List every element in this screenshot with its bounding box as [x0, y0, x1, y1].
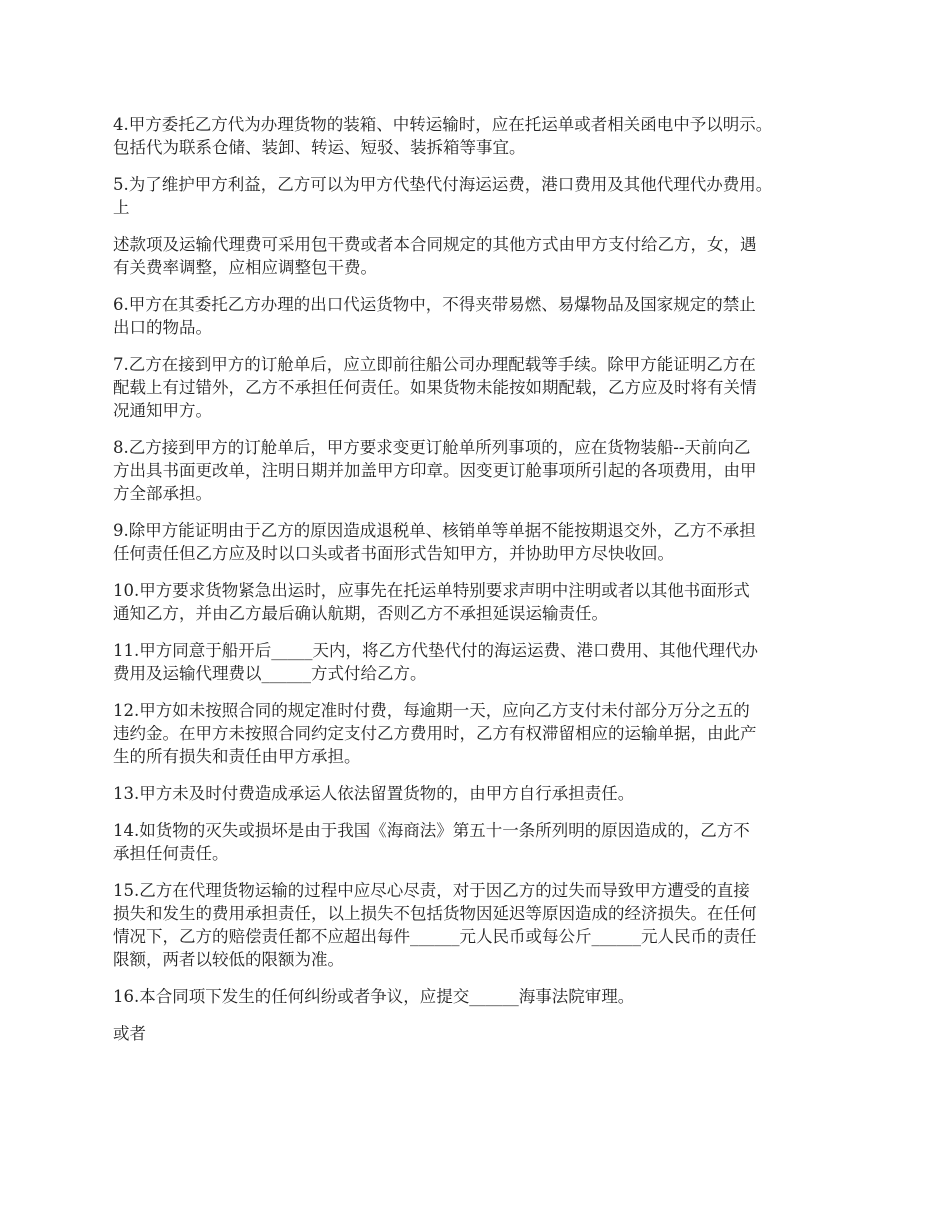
paragraph-text-line: 限额，两者以较低的限额为准。: [113, 950, 344, 969]
contract-clause-paragraph: [113, 782, 848, 805]
paragraph-text-line: 9.除甲方能证明由于乙方的原因造成退税单、核销单等单据不能按期退交外，乙方不承担: [113, 521, 756, 540]
contract-clause-paragraph: [113, 519, 848, 565]
paragraph-text-line: 有关费率调整，应相应调整包干费。: [113, 258, 377, 277]
contract-clause-paragraph: [113, 985, 848, 1008]
paragraph-text-line: 方全部承担。: [113, 484, 212, 503]
contract-clause-paragraph: [113, 819, 848, 865]
paragraph-text-line: 7.乙方在接到甲方的订舱单后，应立即前往船公司办理配载等手续。除甲方能证明乙方在: [113, 355, 756, 374]
paragraph-text-line: 6.甲方在其委托乙方办理的出口代运货物中，不得夹带易燃、易爆物品及国家规定的禁止: [113, 295, 756, 314]
paragraph-text-line: 损失和发生的费用承担责任，以上损失不包括货物因延迟等原因造成的经济损失。在任何: [113, 904, 757, 923]
paragraph-text-line: 情况下，乙方的赔偿责任都不应超出每件______元人民币或每公斤______元人民币的责任: [113, 927, 757, 946]
contract-clause-paragraph: [113, 353, 848, 422]
contract-clause-paragraph: [113, 879, 848, 971]
paragraph-text-line: 费用及运输代理费以______方式付给乙方。: [113, 664, 427, 683]
contract-clause-paragraph: [113, 1022, 848, 1045]
paragraph-text-line: 方出具书面更改单，注明日期并加盖甲方印章。因变更订舱事项所引起的各项费用，由甲: [113, 461, 757, 480]
paragraph-text-line: 15.乙方在代理货物运输的过程中应尽心尽责，对于因乙方的过失而导致甲方遭受的直接: [113, 881, 750, 900]
paragraph-text-line: 或者: [113, 1024, 146, 1043]
contract-clause-paragraph: [113, 436, 848, 505]
paragraph-text-line: 出口的物品。: [113, 318, 212, 337]
contract-clause-paragraph: [113, 639, 848, 685]
paragraph-text-line: 违约金。在甲方未按照合同约定支付乙方费用时，乙方有权滞留相应的运输单据，由此产: [113, 724, 757, 743]
paragraph-text-line: 13.甲方未及时付费造成承运人依法留置货物的，由甲方自行承担责任。: [113, 784, 635, 803]
paragraph-text-line: 16.本合同项下发生的任何纠纷或者争议，应提交______海事法院审理。: [113, 987, 635, 1006]
paragraph-text-line: 况通知甲方。: [113, 401, 212, 420]
paragraph-text-line: 通知乙方，并由乙方最后确认航期，否则乙方不承担延误运输责任。: [113, 604, 608, 623]
paragraph-text-line: 11.甲方同意于船开后_____天内，将乙方代垫代付的海运运费、港口费用、其他代理代办: [113, 641, 758, 660]
paragraph-text-line: 生的所有损失和责任由甲方承担。: [113, 747, 361, 766]
paragraph-text-line: 承担任何责任。: [113, 844, 229, 863]
paragraph-text-line: 14.如货物的灭失或损坏是由于我国《海商法》第五十一条所列明的原因造成的，乙方不: [113, 821, 750, 840]
contract-clause-paragraph: [113, 113, 848, 159]
contract-clause-paragraph: [113, 579, 848, 625]
contract-clause-paragraph: [113, 699, 848, 768]
contract-clause-paragraph: [113, 233, 848, 279]
paragraph-text-line: 上: [113, 198, 130, 217]
document-body: [113, 113, 848, 1059]
paragraph-text-line: 包括代为联系仓储、装卸、转运、短驳、装拆箱等事宜。: [113, 138, 526, 157]
paragraph-text-line: 5.为了维护甲方利益，乙方可以为甲方代垫代付海运运费，港口费用及其他代理代办费用。: [113, 175, 773, 194]
paragraph-text-line: 4.甲方委托乙方代为办理货物的装箱、中转运输时，应在托运单或者相关函电中予以明示。: [113, 115, 773, 134]
paragraph-text-line: 述款项及运输代理费可采用包干费或者本合同规定的其他方式由甲方支付给乙方，女，遇: [113, 235, 757, 254]
contract-clause-paragraph: [113, 173, 848, 219]
paragraph-text-line: 配载上有过错外，乙方不承担任何责任。如果货物未能按如期配载，乙方应及时将有关情: [113, 378, 757, 397]
paragraph-text-line: 任何责任但乙方应及时以口头或者书面形式告知甲方，并协助甲方尽快收回。: [113, 544, 674, 563]
paragraph-text-line: 8.乙方接到甲方的订舱单后，甲方要求变更订舱单所列事项的，应在货物装船--天前向乙: [113, 438, 751, 457]
contract-clause-paragraph: [113, 293, 848, 339]
paragraph-text-line: 12.甲方如未按照合同的规定准时付费，每逾期一天，应向乙方支付未付部分万分之五的: [113, 701, 750, 720]
paragraph-text-line: 10.甲方要求货物紧急出运时，应事先在托运单特别要求声明中注明或者以其他书面形式: [113, 581, 750, 600]
